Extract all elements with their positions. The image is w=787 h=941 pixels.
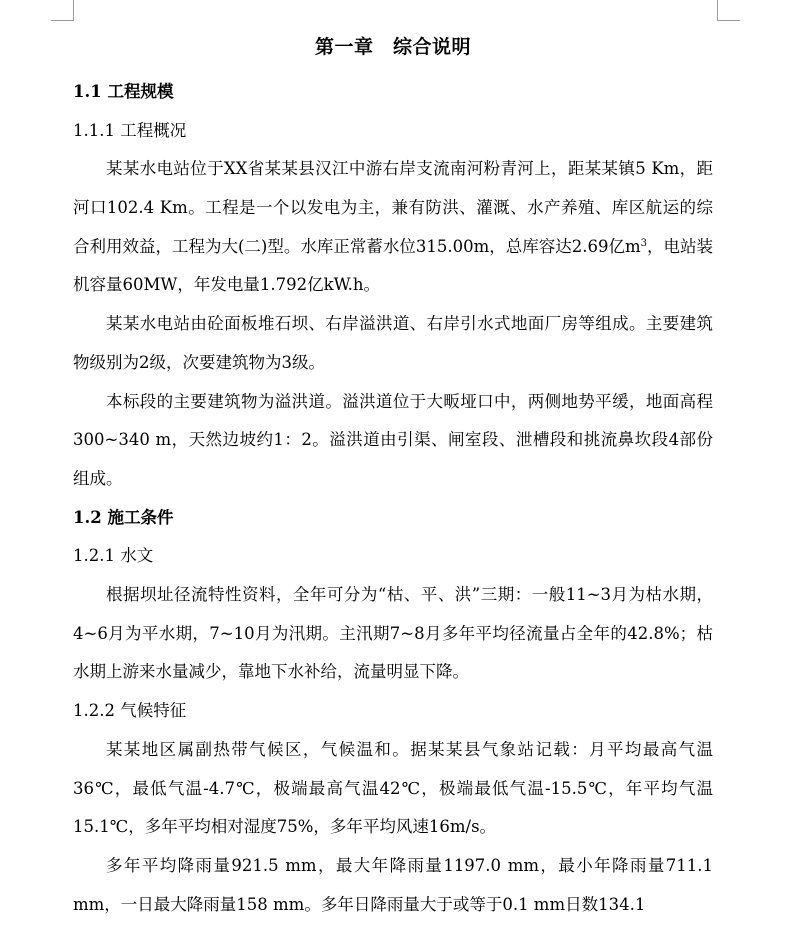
chapter-title: 第一章 综合说明 bbox=[314, 36, 471, 58]
paragraph-hydrology: 根据坝址径流特性资料，全年可分为“枯、平、洪”三期：一般11~3月为枯水期，4~6月为平水期，7~10月为汛期。主汛期7~8月多年平均径流量占全年的42.8%；枯水期上游来水量减少，靠地下水补给，流量明显下降。 bbox=[73, 585, 713, 682]
paragraph-station-composition: 某某水电站由砼面板堆石坝、右岸溢洪道、右岸引水式地面厂房等组成。主要建筑物级别为2级，次要建筑物为3级。 bbox=[73, 314, 713, 372]
paragraph-project-overview bbox=[73, 150, 713, 305]
paragraph-project-overview-part-2: ，电站装机容量60MW，年发电量1.792亿kW.h。 bbox=[73, 236, 714, 295]
subsection-heading-1-1-1: 1.1.1 工程概况 bbox=[73, 120, 187, 140]
paragraph-project-overview-part-1: 某某水电站位于XX省某某县汉江中游右岸支流南河粉青河上，距某某镇5 Km，距河口102.4 Km。工程是一个以发电为主，兼有防洪、灌溉、水产养殖、库区航运的综合利用效益，工程为大(二)型。水库正常蓄水位315.00m，总库容达2.69亿m bbox=[73, 159, 713, 256]
subsection-heading-1-2-2: 1.2.2 气候特征 bbox=[73, 701, 187, 721]
document-body bbox=[73, 28, 713, 924]
crop-mark-top-left bbox=[51, 0, 74, 21]
crop-mark-top-right bbox=[717, 0, 740, 21]
superscript-cubic: 3 bbox=[640, 237, 648, 249]
section-heading-1-2: 1.2 施工条件 bbox=[73, 507, 174, 527]
section-heading-1-1: 1.1 工程规模 bbox=[73, 82, 174, 101]
paragraph-climate: 某某地区属副热带气候区，气候温和。据某某县气象站记载：月平均最高气温36℃，最低气温-4.7℃，极端最高气温42℃，极端最低气温-15.5℃，年平均气温15.1℃，多年平均相对湿度75%，多年平均风速16m/s。 bbox=[73, 739, 713, 837]
paragraph-spillway: 本标段的主要建筑物为溢洪道。溢洪道位于大畈垭口中，两侧地势平缓，地面高程300~340 m，天然边坡约1：2。溢洪道由引渠、闸室段、泄槽段和挑流鼻坎段4部份组成。 bbox=[73, 391, 713, 488]
subsection-heading-1-2-1: 1.2.1 水文 bbox=[73, 546, 154, 566]
paragraph-rainfall: 多年平均降雨量921.5 mm，最大年降雨量1197.0 mm，最小年降雨量711.1 mm，一日最大降雨量158 mm。多年日降雨量大于或等于0.1 mm日数134.1 bbox=[73, 855, 713, 914]
